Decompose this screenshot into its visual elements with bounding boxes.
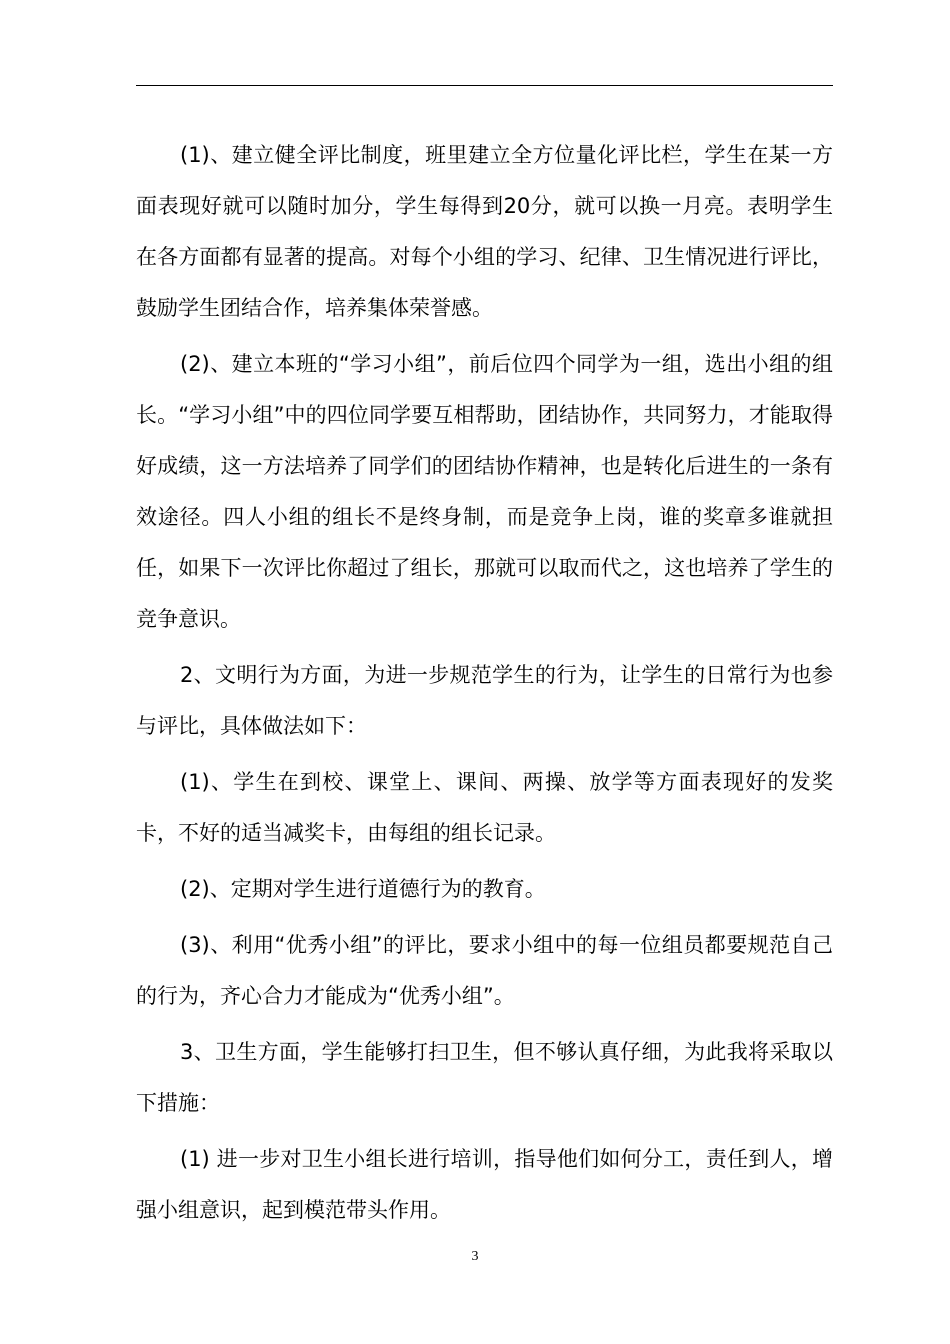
paragraph-hygiene-training: (1) 进一步对卫生小组长进行培训，指导他们如何分工，责任到人，增强小组意识，起到模范带头作用。 xyxy=(136,1147,833,1222)
paragraph-study-groups: (2)、建立本班的“学习小组”，前后位四个同学为一组，选出小组的组长。“学习小组”中的四位同学要互相帮助，团结协作，共同努力，才能取得好成绩，这一方法培养了同学们的团结协作精神，也是转化后进生的一条有效途径。四人小组的组长不是终身制，而是竞争上岗，谁的奖章多谁就担任，如果下一次评比你超过了组长，那就可以取而代之，这也培养了学生的竞争意识。 xyxy=(136,352,833,631)
paragraph-moral-education: (2)、定期对学生进行道德行为的教育。 xyxy=(180,877,546,901)
document-body xyxy=(136,130,833,1241)
page-number: 3 xyxy=(471,1249,479,1264)
paragraph-hygiene: 3、卫生方面，学生能够打扫卫生，但不够认真仔细，为此我将采取以下措施： xyxy=(136,1040,833,1115)
paragraph-excellent-group: (3)、利用“优秀小组”的评比，要求小组中的每一位组员都要规范自己的行为，齐心合力才能成为“优秀小组”。 xyxy=(136,933,833,1008)
paragraph-civilized-behavior: 2、文明行为方面，为进一步规范学生的行为，让学生的日常行为也参与评比，具体做法如下： xyxy=(136,663,833,738)
paragraph-evaluation-system: (1)、建立健全评比制度，班里建立全方位量化评比栏，学生在某一方面表现好就可以随时加分，学生每得到20分，就可以换一月亮。表明学生在各方面都有显著的提高。对每个小组的学习、纪律、卫生情况进行评比，鼓励学生团结合作，培养集体荣誉感。 xyxy=(136,143,833,320)
paragraph-reward-cards: (1)、学生在到校、课堂上、课间、两操、放学等方面表现好的发奖卡，不好的适当减奖卡，由每组的组长记录。 xyxy=(136,770,833,845)
header-rule xyxy=(136,85,833,86)
